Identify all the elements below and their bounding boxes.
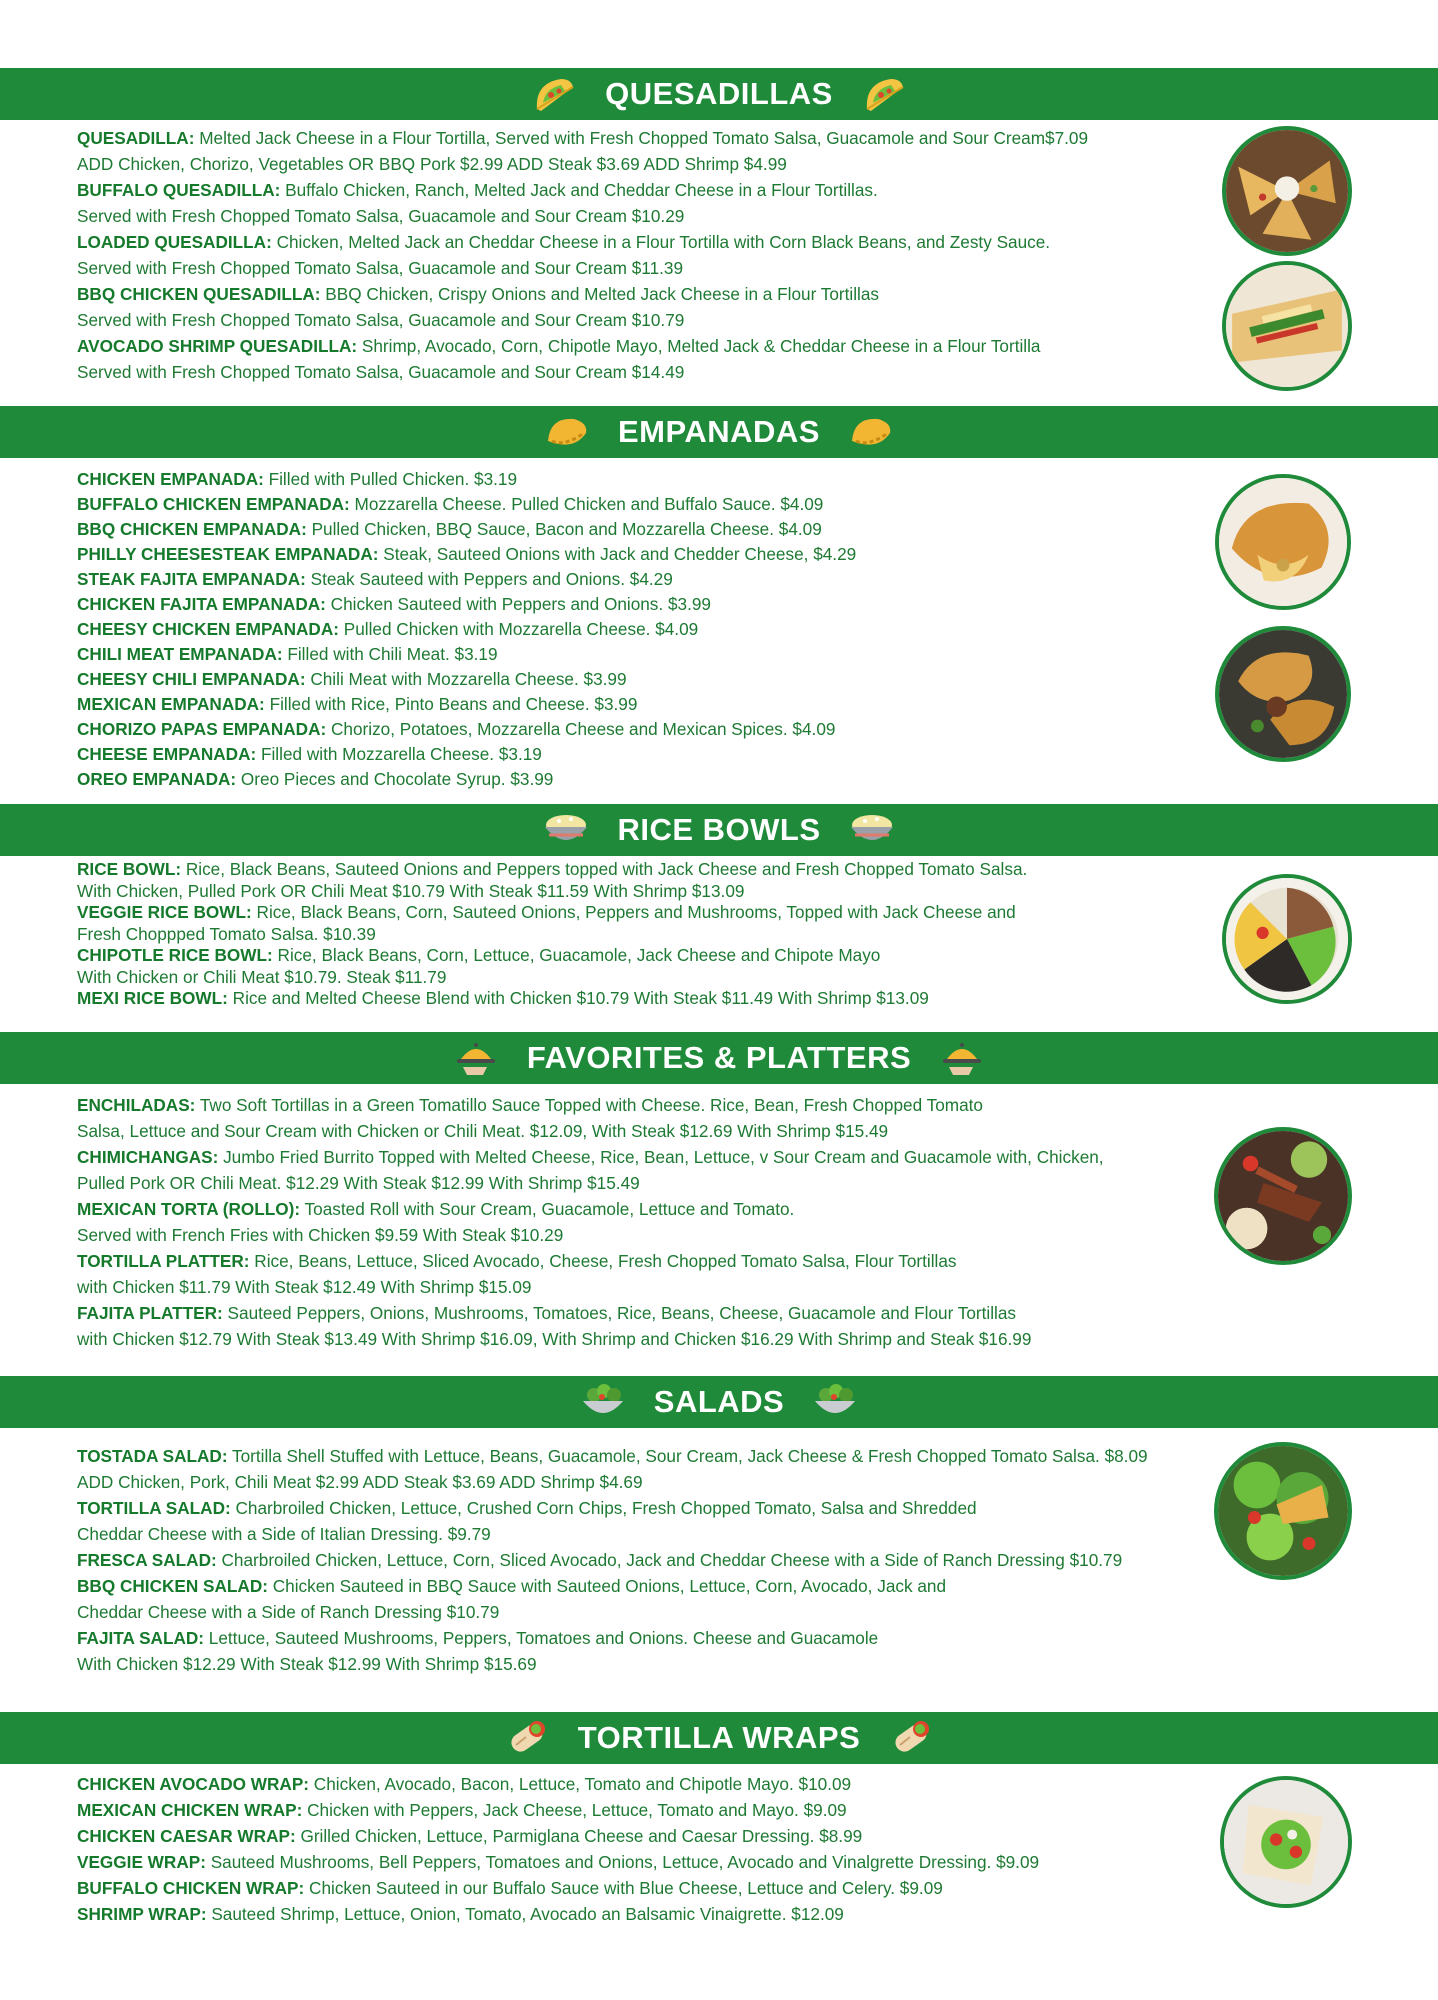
menu-line: BUFFALO CHICKEN EMPANADA: Mozzarella Cheese. Pulled Chicken and Buffalo Sauce. $4.09: [77, 494, 824, 514]
menu-line: CHICKEN EMPANADA: Filled with Pulled Chicken. $3.19: [77, 469, 518, 489]
menu-line: MEXICAN EMPANADA: Filled with Rice, Pinto Beans and Cheese. $3.99: [77, 694, 638, 714]
menu-line: Served with Fresh Chopped Tomato Salsa, Guacamole and Sour Cream $14.49: [77, 362, 685, 382]
section-title: TORTILLA WRAPS: [577, 1720, 861, 1755]
menu-line: Served with Fresh Chopped Tomato Salsa, Guacamole and Sour Cream $10.29: [77, 206, 685, 226]
menu-line: FAJITA SALAD: Lettuce, Sauteed Mushrooms, Peppers, Tomatoes and Onions. Cheese and Guacamole: [77, 1628, 879, 1648]
menu-line: BBQ CHICKEN QUESADILLA: BBQ Chicken, Crispy Onions and Melted Jack Cheese in a Flour Tortillas: [77, 284, 880, 304]
menu-line: MEXICAN TORTA (ROLLO): Toasted Roll with Sour Cream, Guacamole, Lettuce and Tomato.: [77, 1199, 795, 1219]
menu-line: Served with Fresh Chopped Tomato Salsa, Guacamole and Sour Cream $10.79: [77, 310, 685, 330]
menu-line: VEGGIE RICE BOWL: Rice, Black Beans, Corn, Sauteed Onions, Peppers and Mushrooms, Topped with Jack Cheese and: [77, 902, 1016, 922]
salad-bowl-icon: [812, 1381, 858, 1423]
wrap-photo: [1220, 1776, 1352, 1908]
menu-list: [77, 1771, 1207, 1927]
menu-line: FRESCA SALAD: Charbroiled Chicken, Lettuce, Corn, Sliced Avocado, Jack and Cheddar Cheese with a Side of Ranch Dressing $10.79: [77, 1550, 1123, 1570]
menu-line: OREO EMPANADA: Oreo Pieces and Chocolate Syrup. $3.99: [77, 769, 554, 789]
salad-bowl-icon: [580, 1381, 626, 1423]
menu-line: BBQ CHICKEN SALAD: Chicken Sauteed in BBQ Sauce with Sauteed Onions, Lettuce, Corn, Avocado, Jack and: [77, 1576, 947, 1596]
menu-line: BBQ CHICKEN EMPANADA: Pulled Chicken, BBQ Sauce, Bacon and Mozzarella Cheese. $4.09: [77, 519, 822, 539]
menu-line: ADD Chicken, Chorizo, Vegetables OR BBQ Pork $2.99 ADD Steak $3.69 ADD Shrimp $4.99: [77, 154, 787, 174]
menu-line: LOADED QUESADILLA: Chicken, Melted Jack an Cheddar Cheese in a Flour Tortilla with Corn Black Beans, and Zesty Sauce.: [77, 232, 1051, 252]
menu-line: MEXICAN CHICKEN WRAP: Chicken with Peppers, Jack Cheese, Lettuce, Tomato and Mayo. $9.09: [77, 1800, 847, 1820]
banner-favorites-platters: [0, 1032, 1438, 1084]
taco-icon: [861, 73, 907, 115]
menu-line: With Chicken, Pulled Pork OR Chili Meat $10.79 With Steak $11.59 With Shrimp $13.09: [77, 880, 745, 901]
menu-line: BUFFALO CHICKEN WRAP: Chicken Sauteed in our Buffalo Sauce with Blue Cheese, Lettuce and Celery. $9.09: [77, 1878, 943, 1898]
section-title: QUESADILLAS: [605, 76, 833, 111]
wrap-icon: [504, 1717, 550, 1759]
banner-empanadas: [0, 406, 1438, 458]
menu-line: QUESADILLA: Melted Jack Cheese in a Flour Tortilla, Served with Fresh Chopped Tomato Salsa, Guacamole and Sour Cream$7.09: [77, 128, 1089, 148]
empanada-photo: [1215, 626, 1351, 762]
menu-line: TORTILLA SALAD: Charbroiled Chicken, Lettuce, Crushed Corn Chips, Fresh Chopped Tomato, Salsa and Shredded: [77, 1498, 977, 1518]
menu-line: CHORIZO PAPAS EMPANADA: Chorizo, Potatoes, Mozzarella Cheese and Mexican Spices. $4.09: [77, 719, 836, 739]
menu-list: [77, 859, 1207, 1010]
menu-line: CHIMICHANGAS: Jumbo Fried Burrito Topped with Melted Cheese, Rice, Bean, Lettuce, v Sour Cream and Guacamole with, Chicken,: [77, 1147, 1104, 1167]
menu-line: Pulled Pork OR Chili Meat. $12.29 With Steak $12.99 With Shrimp $15.49: [77, 1173, 640, 1193]
wrap-icon: [888, 1717, 934, 1759]
menu-line: CHIPOTLE RICE BOWL: Rice, Black Beans, Corn, Lettuce, Guacamole, Jack Cheese and Chipote Mayo: [77, 945, 881, 965]
menu-line: with Chicken $11.79 With Steak $12.49 With Shrimp $15.09: [77, 1277, 532, 1297]
salad-photo: [1214, 1442, 1352, 1580]
empanada-icon: [544, 411, 590, 453]
menu-line: CHILI MEAT EMPANADA: Filled with Chili Meat. $3.19: [77, 644, 498, 664]
menu-line: VEGGIE WRAP: Sauteed Mushrooms, Bell Peppers, Tomatoes and Onions, Lettuce, Avocado and Vinalgrette Dressing. $9.09: [77, 1852, 1040, 1872]
menu-line: TORTILLA PLATTER: Rice, Beans, Lettuce, Sliced Avocado, Cheese, Fresh Chopped Tomato Salsa, Flour Tortillas: [77, 1251, 957, 1271]
rice-bowl-icon: [849, 809, 895, 851]
menu-line: ADD Chicken, Pork, Chili Meat $2.99 ADD Steak $3.69 ADD Shrimp $4.69: [77, 1472, 643, 1492]
menu-line: Salsa, Lettuce and Sour Cream with Chicken or Chili Meat. $12.09, With Steak $12.69 With Shrimp $15.49: [77, 1121, 889, 1141]
menu-line: PHILLY CHEESESTEAK EMPANADA: Steak, Sauteed Onions with Jack and Chedder Cheese, $4.29: [77, 544, 857, 564]
banner-salads: [0, 1376, 1438, 1428]
section-title: RICE BOWLS: [617, 812, 821, 847]
menu-line: Cheddar Cheese with a Side of Ranch Dressing $10.79: [77, 1602, 500, 1622]
menu-line: CHICKEN CAESAR WRAP: Grilled Chicken, Lettuce, Parmiglana Cheese and Caesar Dressing. $8.99: [77, 1826, 863, 1846]
menu-line: With Chicken or Chili Meat $10.79. Steak $11.79: [77, 966, 447, 987]
menu-list: [77, 125, 1207, 385]
section-title: SALADS: [653, 1384, 785, 1419]
menu-line: CHEESY CHICKEN EMPANADA: Pulled Chicken with Mozzarella Cheese. $4.09: [77, 619, 699, 639]
menu-line: CHICKEN FAJITA EMPANADA: Chicken Sauteed with Peppers and Onions. $3.99: [77, 594, 711, 614]
menu-list: [77, 1092, 1207, 1352]
menu-line: SHRIMP WRAP: Sauteed Shrimp, Lettuce, Onion, Tomato, Avocado an Balsamic Vinaigrette. $12.09: [77, 1904, 844, 1924]
banner-rice-bowls: [0, 804, 1438, 856]
serving-platter-icon: [453, 1037, 499, 1079]
menu-list: [77, 1443, 1207, 1677]
empanada-icon: [848, 411, 894, 453]
menu-list: [77, 467, 1207, 792]
menu-line: CHEESY CHILI EMPANADA: Chili Meat with Mozzarella Cheese. $3.99: [77, 669, 627, 689]
menu-line: ENCHILADAS: Two Soft Tortillas in a Green Tomatillo Sauce Topped with Cheese. Rice, Bean, Fresh Chopped Tomato: [77, 1095, 983, 1115]
menu-line: TOSTADA SALAD: Tortilla Shell Stuffed with Lettuce, Beans, Guacamole, Sour Cream, Jack Cheese & Fresh Chopped Tomato Salsa. $8.09: [77, 1446, 1148, 1466]
menu-line: Served with Fresh Chopped Tomato Salsa, Guacamole and Sour Cream $11.39: [77, 258, 684, 278]
menu-line: Cheddar Cheese with a Side of Italian Dressing. $9.79: [77, 1524, 491, 1544]
menu-line: BUFFALO QUESADILLA: Buffalo Chicken, Ranch, Melted Jack and Cheddar Cheese in a Flour Tortillas.: [77, 180, 878, 200]
menu-line: With Chicken $12.29 With Steak $12.99 With Shrimp $15.69: [77, 1654, 537, 1674]
section-title: FAVORITES & PLATTERS: [526, 1040, 912, 1075]
menu-line: with Chicken $12.79 With Steak $13.49 With Shrimp $16.09, With Shrimp and Chicken $16.29 With Shrimp and Steak $16.99: [77, 1329, 1032, 1349]
rice-bowl-icon: [543, 809, 589, 851]
menu-line: Served with French Fries with Chicken $9.59 With Steak $10.29: [77, 1225, 564, 1245]
empanada-photo: [1215, 474, 1351, 610]
quesadilla-photo: [1222, 261, 1352, 391]
menu-line: AVOCADO SHRIMP QUESADILLA: Shrimp, Avocado, Corn, Chipotle Mayo, Melted Jack & Cheddar Cheese in a Flour Tortilla: [77, 336, 1041, 356]
quesadilla-photo: [1222, 126, 1352, 256]
menu-line: CHICKEN AVOCADO WRAP: Chicken, Avocado, Bacon, Lettuce, Tomato and Chipotle Mayo. $10.09: [77, 1774, 852, 1794]
platter-photo: [1214, 1127, 1352, 1265]
banner-tortilla-wraps: [0, 1712, 1438, 1764]
serving-platter-icon: [939, 1037, 985, 1079]
menu-line: CHEESE EMPANADA: Filled with Mozzarella Cheese. $3.19: [77, 744, 542, 764]
rice-bowl-photo: [1222, 874, 1352, 1004]
taco-icon: [531, 73, 577, 115]
menu-line: STEAK FAJITA EMPANADA: Steak Sauteed with Peppers and Onions. $4.29: [77, 569, 673, 589]
menu-line: FAJITA PLATTER: Sauteed Peppers, Onions, Mushrooms, Tomatoes, Rice, Beans, Cheese, Guacamole and Flour Tortillas: [77, 1303, 1017, 1323]
section-title: EMPANADAS: [618, 414, 820, 449]
menu-line: RICE BOWL: Rice, Black Beans, Sauteed Onions and Peppers topped with Jack Cheese and Fresh Chopped Tomato Salsa.: [77, 859, 1028, 879]
menu-line: MEXI RICE BOWL: Rice and Melted Cheese Blend with Chicken $10.79 With Steak $11.49 With Shrimp $13.09: [77, 988, 929, 1008]
menu-line: Fresh Choppped Tomato Salsa. $10.39: [77, 923, 376, 944]
banner-quesadillas: [0, 68, 1438, 120]
